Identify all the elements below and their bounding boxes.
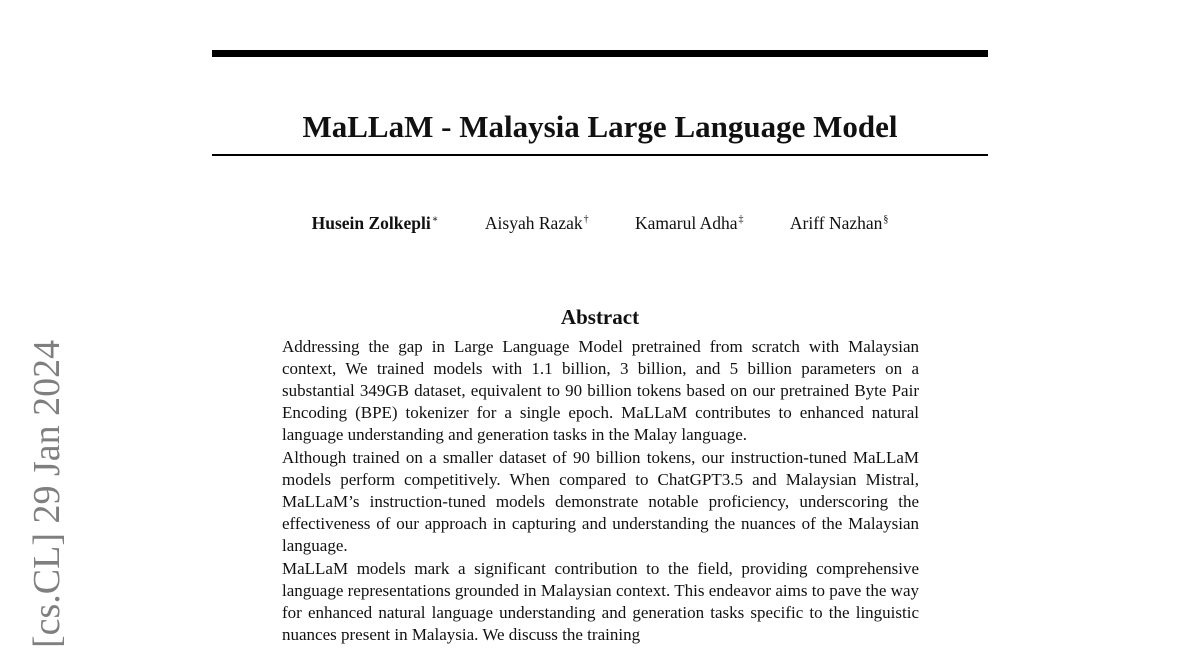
author-footnote-mark[interactable]: § — [883, 214, 889, 225]
author-1 — [312, 208, 439, 235]
paper-title: MaLLaM - Malaysia Large Language Model — [302, 108, 898, 144]
title-bottom-rule — [212, 154, 988, 156]
abstract-heading: Abstract — [560, 305, 640, 330]
abstract-paragraph-2: Although trained on a smaller dataset of 90 billion tokens, our instruction-tuned MaLLaM models perform competitively. When compared to ChatGPT3.5 and Malaysian Mistral, MaLLaM’s instruction-tuned models demonstrate notable proficiency, underscoring the effectiveness of our approach in capturing and understanding the nuances of the Malaysian language. — [282, 448, 919, 555]
author-3 — [635, 208, 744, 235]
author-name: Husein Zolkepli — [311, 213, 431, 233]
author-4 — [790, 208, 888, 235]
abstract-body — [282, 336, 919, 647]
author-list — [212, 208, 988, 235]
author-footnote-mark[interactable]: † — [583, 214, 589, 225]
author-footnote-mark[interactable]: ∗ — [431, 214, 439, 225]
abstract-paragraph-1: Addressing the gap in Large Language Model pretrained from scratch with Malaysian context, We trained models with 1.1 billion, 3 billion, and 5 billion parameters on a substantial 349GB dataset, equivalent to 90 billion tokens based on our pretrained Byte Pair Encoding (BPE) tokenizer for a single epoch. MaLLaM contributes to enhanced natural language understanding and generation tasks in the Malay language. — [282, 337, 919, 444]
author-name: Aisyah Razak — [484, 213, 583, 233]
author-name: Kamarul Adha — [634, 213, 738, 233]
abstract-paragraph-3: MaLLaM models mark a significant contribution to the field, providing comprehensive language representations grounded in Malaysian context. This endeavor aims to pave the way for enhanced natural language understanding and generation tasks specific to the linguistic nuances present in Malaysia. We discuss the training — [282, 559, 919, 644]
author-footnote-mark[interactable]: ‡ — [738, 214, 744, 225]
author-name: Ariff Nazhan — [789, 213, 883, 233]
author-2 — [485, 208, 589, 235]
title-top-rule — [212, 50, 988, 57]
arxiv-side-stamp: [cs.CL] 29 Jan 2024 — [26, 339, 68, 648]
